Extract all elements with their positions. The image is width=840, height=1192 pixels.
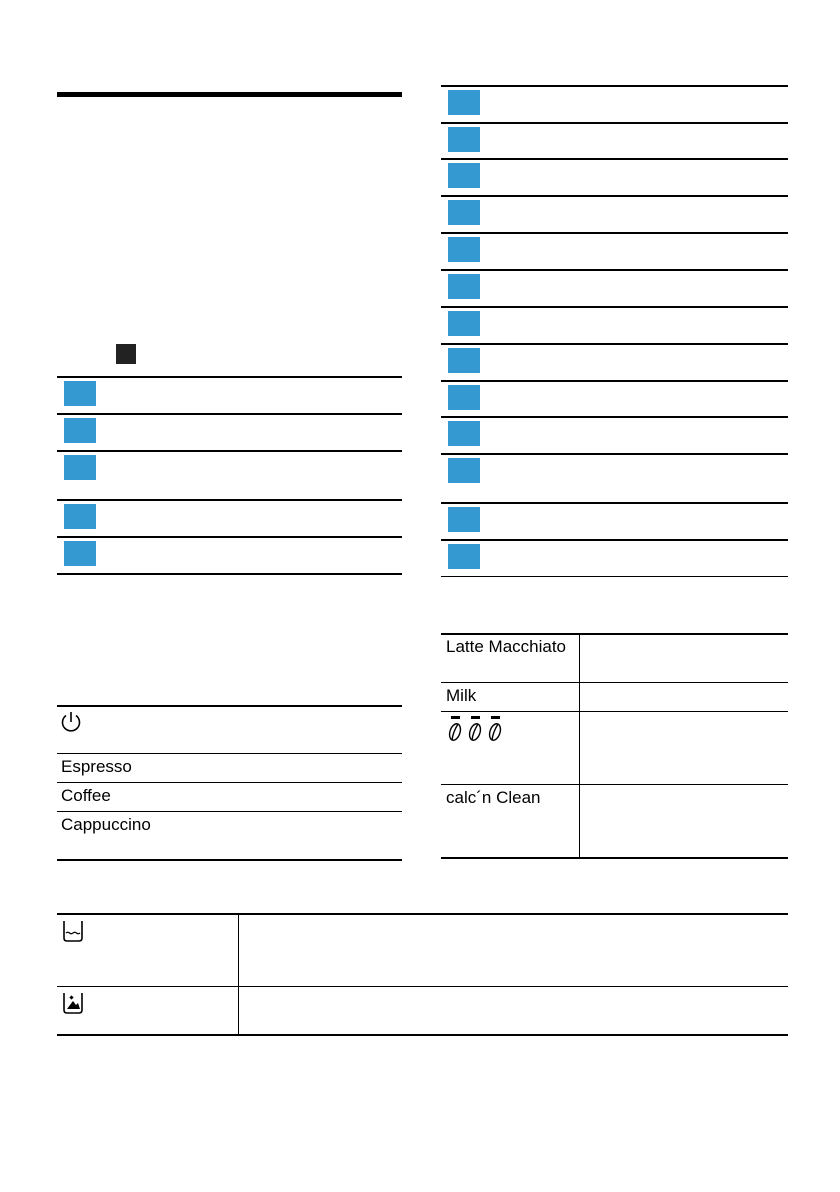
button-table-rule [57,782,402,783]
position-badge [448,127,480,152]
right-table-rule [441,306,788,308]
right-button-table-column-divider [579,633,580,859]
left-table-rule [57,499,402,501]
power-icon [59,710,83,734]
button-label-latte-macchiato: Latte Macchiato [446,637,567,656]
left-table-rule [57,450,402,452]
left-table-rule [57,376,402,378]
right-table-rule [441,85,788,87]
right-table-rule [441,122,788,124]
position-badge [448,421,480,446]
right-table-rule [441,416,788,418]
right-table-rule [441,539,788,541]
right-table-rule [441,232,788,234]
position-badge [448,90,480,115]
position-badge [448,163,480,188]
bottom-table-column-divider [238,913,239,1036]
button-label-espresso: Espresso [61,757,132,776]
water-tank-icon [61,919,85,943]
button-label-cappuccino: Cappuccino [61,815,151,834]
position-badge [64,504,96,529]
position-badge [448,544,480,569]
drip-tray-icon [61,991,85,1015]
right-button-table-rule [441,711,788,712]
position-badge [448,200,480,225]
black-square-symbol [116,344,136,364]
position-badge [448,311,480,336]
right-button-table-rule [441,633,788,635]
button-label-coffee: Coffee [61,786,111,805]
button-table-rule [57,859,402,861]
position-badge [64,418,96,443]
position-badge [64,455,96,480]
position-badge [448,507,480,532]
right-table-rule [441,576,788,577]
button-table-rule [57,753,402,754]
bottom-table-rule [57,986,788,987]
position-badge [448,237,480,262]
right-table-rule [441,158,788,160]
right-table-rule [441,453,788,455]
right-table-rule [441,343,788,345]
button-table-rule [57,811,402,812]
position-badge [64,541,96,566]
right-button-table-rule [441,784,788,785]
section-heading-rule [57,92,402,97]
bottom-table-rule [57,913,788,915]
right-table-rule [441,195,788,197]
position-badge [448,274,480,299]
position-badge [448,458,480,483]
button-label-milk: Milk [446,686,477,705]
coffee-strength-beans-icon [446,715,506,743]
button-table-rule [57,705,402,707]
position-badge [448,385,480,410]
position-badge [64,381,96,406]
left-table-rule [57,573,402,575]
right-table-rule [441,502,788,504]
right-table-rule [441,380,788,382]
right-table-rule [441,269,788,271]
left-table-rule [57,413,402,415]
bottom-table-rule [57,1034,788,1036]
left-table-rule [57,536,402,538]
button-label-calc-n-clean: calc´n Clean [446,788,541,807]
right-button-table-rule [441,682,788,683]
position-badge [448,348,480,373]
right-button-table-rule [441,857,788,859]
